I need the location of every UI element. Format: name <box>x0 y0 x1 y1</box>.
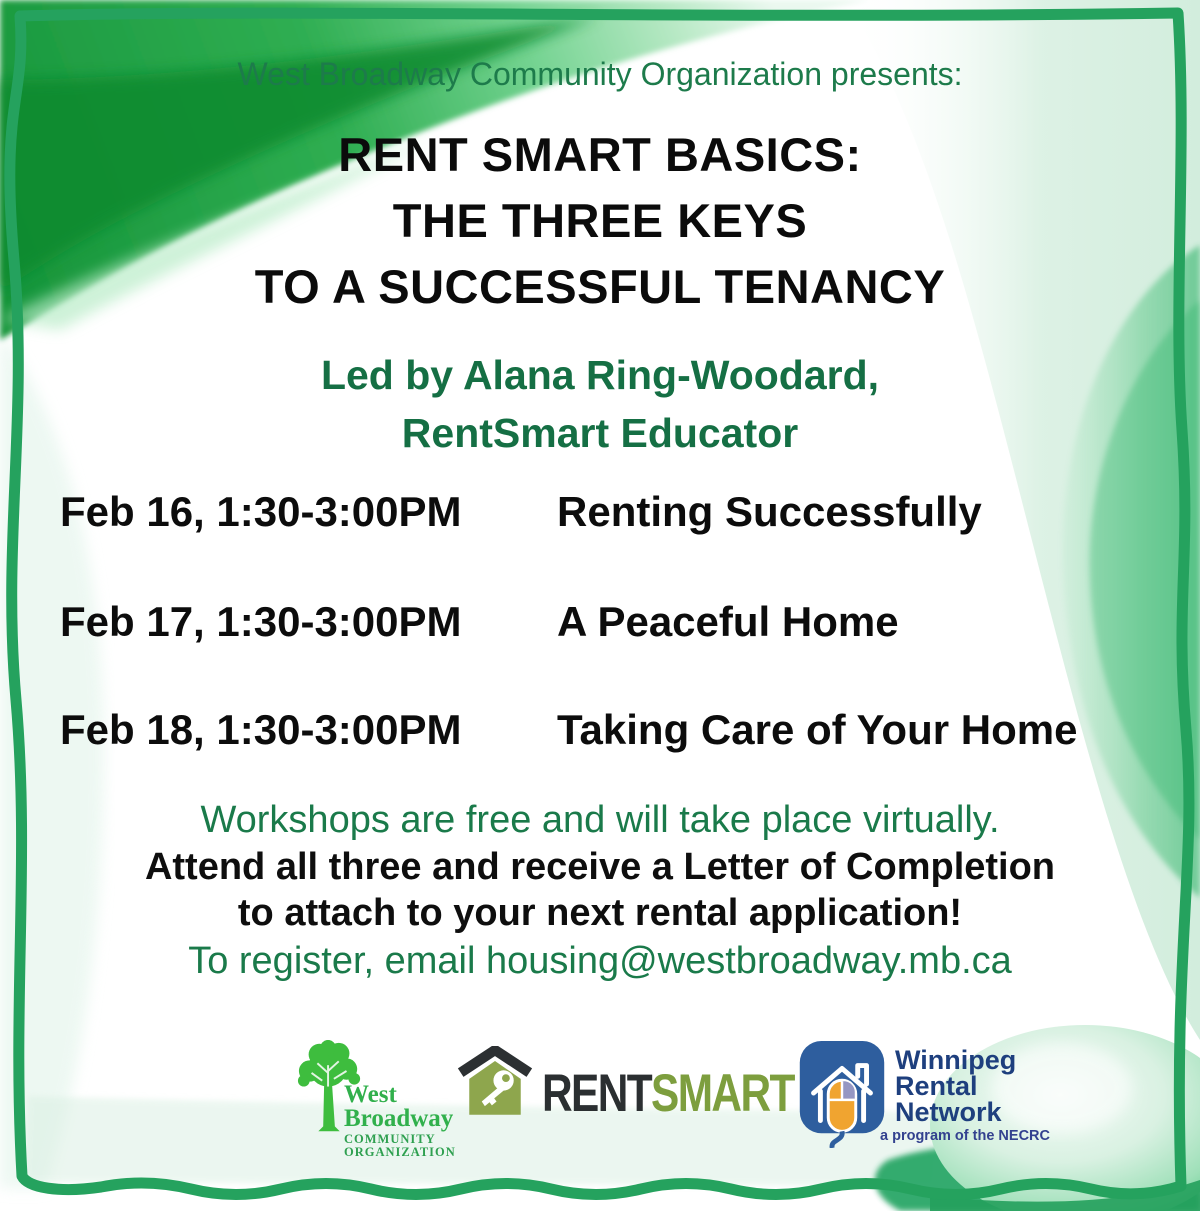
session-title: Renting Successfully <box>557 488 982 535</box>
west-broadway-logo <box>296 1034 466 1164</box>
schedule-row <box>0 706 1200 760</box>
schedule-row <box>0 488 1200 542</box>
led-by-line-1: Led by Alana Ring-Woodard, <box>320 352 880 398</box>
led-by-subtitle <box>0 346 1200 462</box>
schedule-row <box>0 598 1200 652</box>
presented-by-line: West Broadway Community Organization presents: <box>237 56 963 92</box>
title-line-1: RENT SMART BASICS: <box>338 128 862 181</box>
register-email-line: To register, email housing@westbroadway.mb.ca <box>188 940 1012 982</box>
wrn-wordmark: Winnipeg Rental Network <box>895 1045 1017 1127</box>
session-title: A Peaceful Home <box>557 598 899 645</box>
attend-line-2: to attach to your next rental application! <box>237 892 963 934</box>
west-broadway-wordmark: West Broadway <box>344 1081 454 1132</box>
session-title: Taking Care of Your Home <box>557 706 1078 753</box>
poster-title <box>0 122 1200 320</box>
session-date: Feb 16, 1:30-3:00PM <box>60 488 462 535</box>
house-key-icon <box>456 1046 534 1118</box>
session-date: Feb 17, 1:30-3:00PM <box>60 598 462 645</box>
attend-line-1: Attend all three and receive a Letter of Completion <box>144 846 1056 888</box>
title-line-3: TO A SUCCESSFUL TENANCY <box>254 260 946 313</box>
wrn-tagline: a program of the NECRC <box>880 1128 1050 1144</box>
rentsmart-wordmark: RENTSMART <box>542 1064 794 1123</box>
title-line-2: THE THREE KEYS <box>392 194 808 247</box>
house-mouse-icon <box>798 1040 886 1148</box>
winnipeg-rental-network-logo <box>798 1038 1058 1153</box>
free-virtual-line: Workshops are free and will take place virtually. <box>200 799 1000 841</box>
led-by-line-2: RentSmart Educator <box>401 410 799 456</box>
session-date: Feb 18, 1:30-3:00PM <box>60 706 462 753</box>
rentsmart-logo <box>456 1042 794 1132</box>
west-broadway-subtitle: COMMUNITY ORGANIZATION <box>344 1132 456 1159</box>
